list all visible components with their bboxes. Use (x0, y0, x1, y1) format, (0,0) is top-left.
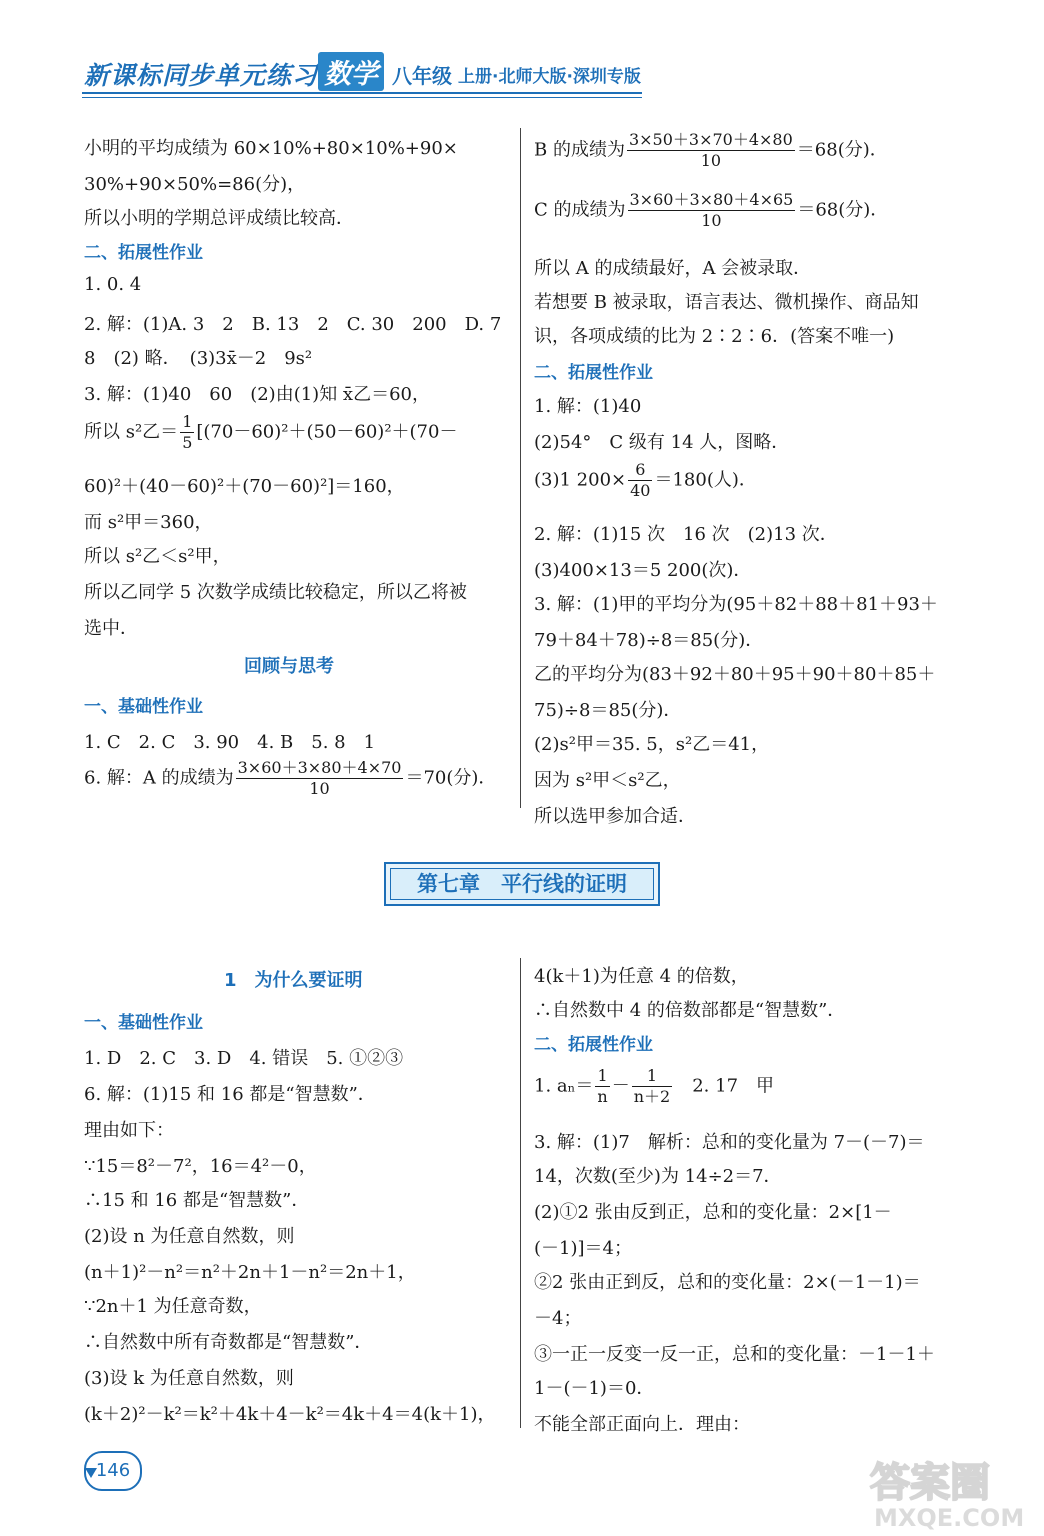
text-line: 2. 解：(1)A. 3 2 B. 13 2 C. 30 200 D. 7 (84, 314, 502, 335)
text-line: 30%+90×50%=86(分)， (84, 174, 306, 195)
page-number: 146 (84, 1451, 142, 1491)
watermark-url: MXQE.COM (874, 1504, 1025, 1530)
numerator: 6 (635, 460, 646, 479)
text-line: 不能全部正面向上．理由： (534, 1414, 750, 1435)
chapter-banner (384, 862, 660, 906)
text-line: ③一正一反变一反一正，总和的变化量：－1－1＋ (534, 1344, 935, 1365)
text-line: －4； (534, 1308, 582, 1329)
chapter-title: 第七章 平行线的证明 (390, 868, 654, 900)
text-line: 因为 s²甲＜s²乙， (534, 770, 681, 791)
text-line: (3)设 k 为任意自然数，则 (84, 1368, 294, 1389)
text-line: 识，各项成绩的比为 2∶2∶6．(答案不唯一) (534, 326, 895, 347)
text-line: ∵15＝8²－7²，16＝4²－0， (84, 1156, 317, 1177)
text-line: 2. 解：(1)15 次 16 次 (2)13 次． (534, 524, 838, 545)
text-segment: 1. aₙ＝ (534, 1075, 594, 1097)
section-title: 1 为什么要证明 (224, 970, 363, 991)
section-heading: 一、基础性作业 (84, 1013, 203, 1033)
text-line: ∴15 和 16 都是“智慧数”． (84, 1190, 310, 1211)
fraction-line (84, 412, 457, 453)
numerator: 3×60＋3×80＋4×65 (629, 190, 794, 209)
denominator: 5 (182, 433, 193, 452)
text-line: ∴自然数中所有奇数都是“智慧数”． (84, 1332, 373, 1353)
text-line: (3)400×13＝5 200(次)． (534, 560, 752, 581)
fraction (180, 412, 194, 453)
text-line: (k＋2)²－k²＝k²＋4k＋4－k²＝4k＋4＝4(k＋1)， (84, 1404, 496, 1425)
denominator: n＋2 (633, 1087, 671, 1106)
text-line: 4(k＋1)为任意 4 的倍数， (534, 966, 749, 987)
text-line: 3. 解：(1)7 解析：总和的变化量为 7－(－7)＝ (534, 1132, 925, 1153)
column-divider-top (520, 128, 521, 808)
watermark-logo (866, 1452, 1038, 1530)
text-segment: － (611, 1075, 630, 1097)
numerator: 1 (646, 1066, 658, 1085)
text-line: 1. 解：(1)40 (534, 396, 642, 417)
section-heading: 二、拓展性作业 (84, 243, 203, 263)
section-title: 回顾与思考 (244, 656, 334, 677)
text-line: (2)54° C 级有 14 人，图略． (534, 432, 790, 453)
text-segment: ＝70(分)． (405, 767, 497, 789)
text-line: 1. C 2. C 3. 90 4. B 5. 8 1 (84, 732, 376, 753)
text-line: 所以乙同学 5 次数学成绩比较稳定，所以乙将被 (84, 582, 467, 603)
denominator: n (597, 1087, 608, 1106)
text-segment: ＝68(分)． (797, 199, 889, 221)
text-line: 所以 A 的成绩最好，A 会被录取． (534, 258, 812, 279)
column-divider-bottom (520, 958, 521, 1428)
numerator: 3×60＋3×80＋4×70 (237, 758, 402, 777)
text-line: 6. 解：(1)15 和 16 都是“智慧数”． (84, 1084, 376, 1105)
text-line: ∴自然数中 4 的倍数部都是“智慧数”． (534, 1000, 846, 1021)
text-line: 79＋84＋78)÷8＝85(分)． (534, 630, 764, 651)
text-line: 8 (2) 略． (3)3x̄－2 9s² (84, 348, 313, 369)
fraction (628, 460, 652, 501)
text-line: ∵2n＋1 为任意奇数， (84, 1296, 262, 1317)
text-line: 选中． (84, 618, 138, 639)
text-segment: 6. 解：A 的成绩为 (84, 767, 234, 789)
numerator: 1 (597, 1066, 608, 1085)
section-heading: 二、拓展性作业 (534, 1035, 653, 1055)
denominator: 10 (628, 210, 796, 231)
denominator: 10 (627, 150, 795, 171)
text-line: 所以选甲参加合适． (534, 806, 696, 827)
fraction-line (534, 130, 888, 171)
text-line: (2)s²甲＝35. 5，s²乙＝41， (534, 734, 770, 755)
fraction-line (534, 190, 888, 231)
text-line: 3. 解：(1)甲的平均分为(95＋82＋88＋81＋93＋ (534, 594, 938, 615)
numerator: 1 (182, 412, 193, 431)
section-heading: 一、基础性作业 (84, 697, 203, 717)
fraction (595, 1066, 609, 1107)
header-rule-thin (82, 97, 642, 98)
text-line: 所以 s²乙＜s²甲， (84, 546, 231, 567)
text-segment: B 的成绩为 (534, 139, 625, 161)
watermark-text: 答案圈 (870, 1460, 990, 1506)
text-line: 若想要 B 被录取，语言表达、微机操作、商品知 (534, 292, 919, 313)
text-line: 1. D 2. C 3. D 4. 错误 5. ①②③ (84, 1048, 404, 1069)
text-segment: ＝180(人)． (654, 469, 757, 491)
page-number-arrow-icon (85, 1468, 97, 1478)
grade-label: 八年级 (392, 64, 452, 88)
text-line: 14，次数(至少)为 14÷2＝7． (534, 1166, 782, 1187)
edition-label: 上册·北师大版·深圳专版 (458, 67, 641, 87)
header-rule (82, 92, 642, 94)
text-line: 乙的平均分为(83＋92＋80＋95＋90＋80＋85＋ (534, 664, 936, 685)
text-line: 3. 解：(1)40 60 (2)由(1)知 x̄乙＝60， (84, 384, 430, 405)
subject-badge: 数学 (318, 52, 384, 91)
text-line: 小明的平均成绩为 60×10%+80×10%+90× (84, 138, 458, 159)
text-line: 而 s²甲＝360， (84, 512, 213, 533)
numerator: 3×50＋3×70＋4×80 (628, 130, 793, 149)
fraction (628, 190, 796, 231)
fraction (236, 758, 404, 799)
text-line: (n＋1)²－n²＝n²＋2n＋1－n²＝2n＋1， (84, 1262, 416, 1283)
text-segment: ＝68(分)． (796, 139, 888, 161)
denominator: 40 (630, 481, 651, 500)
text-segment: 所以 s²乙＝ (84, 421, 179, 443)
fraction (632, 1066, 673, 1107)
text-line: (－1)]＝4； (534, 1238, 632, 1259)
fraction-line (534, 460, 757, 501)
denominator: 10 (236, 778, 404, 799)
text-line: (2)①2 张由反到正，总和的变化量：2×[1－ (534, 1202, 892, 1223)
fraction-line (534, 1066, 774, 1107)
text-line: 1－(－1)＝0． (534, 1378, 655, 1399)
fraction-line (84, 758, 496, 799)
text-segment: (3)1 200× (534, 469, 627, 491)
text-line: 理由如下： (84, 1120, 174, 1141)
text-line: (2)设 n 为任意自然数，则 (84, 1226, 295, 1247)
text-line: 所以小明的学期总评成绩比较高． (84, 208, 354, 229)
text-line: 60)²＋(40－60)²＋(70－60)²]＝160， (84, 476, 405, 497)
text-segment: [(70－60)²＋(50－60)²＋(70－ (196, 421, 458, 443)
fraction (627, 130, 795, 171)
section-heading: 二、拓展性作业 (534, 363, 653, 383)
text-line: 75)÷8＝85(分)． (534, 700, 682, 721)
text-line: ②2 张由正到反，总和的变化量：2×(－1－1)＝ (534, 1272, 921, 1293)
series-title: 新课标同步单元练习 (84, 61, 319, 90)
text-segment: 2. 17 甲 (674, 1075, 775, 1097)
text-line: 1. 0. 4 (84, 274, 142, 295)
text-segment: C 的成绩为 (534, 199, 626, 221)
